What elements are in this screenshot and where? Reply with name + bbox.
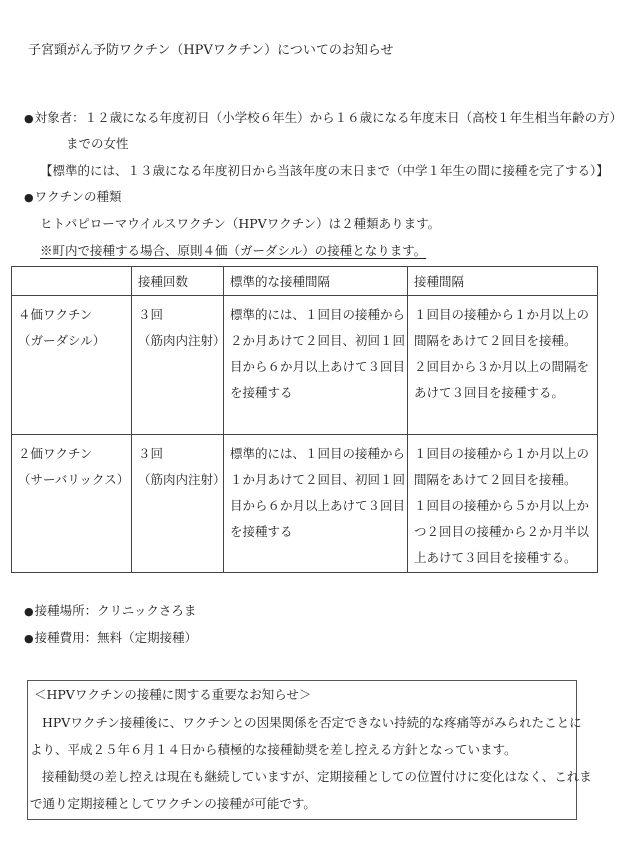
target-standard: 【標準的には、１３歳になる年度初日から当該年度の末日まで（中学１年生の間に接種を完了する）】 [40, 163, 609, 178]
table-header-blank [12, 267, 132, 296]
dose-count-cell [132, 296, 224, 435]
vaccine-name: ４価ワクチン [18, 307, 93, 322]
vaccine-name-cell [12, 296, 132, 435]
standard-interval-line: を接種する [230, 524, 293, 539]
standard-interval-line: 目から６か月以上あけて３回目 [230, 498, 406, 513]
vaccine-types-text: ヒトパピローマウイルスワクチン（HPVワクチン）は２種類あります。 [40, 216, 441, 231]
vaccine-types-note: ※町内で接種する場合、原則４価（ガーダシル）の接種となります。 [40, 243, 427, 258]
target-text: １２歳になる年度初日（小学校６年生）から１６歳になる年度末日（高校１年生相当年齢の方） [84, 110, 623, 125]
bullet-icon: ● [24, 191, 34, 204]
injection-type: （筋肉内注射） [138, 333, 226, 348]
notice-heading: ＜HPVワクチンの接種に関する重要なお知らせ＞ [34, 687, 312, 702]
interval-line: つ２回目の接種から２か月半以 [414, 524, 590, 539]
cost-label: 接種費用： [34, 630, 98, 645]
interval-cell [408, 435, 598, 573]
interval-line: 上あけて３回目を接種する。 [414, 550, 577, 565]
standard-interval-line: １か月あけて２回目、初回１回 [230, 472, 406, 487]
interval-line: 間隔をあけて２回目を接種。 [414, 333, 577, 348]
vaccine-types-heading [24, 187, 122, 205]
target-text-cont: までの女性 [66, 136, 129, 151]
interval-line: １回目の接種から５か月以上か [414, 498, 590, 513]
notice-paragraph-line: 接種勧奨の差し控えは現在も継続していますが、定期接種としての位置付けに変化はなく、これま [42, 769, 592, 784]
standard-interval-cell [224, 435, 408, 573]
standard-interval-line: ２か月あけて２回目、初回１回 [230, 333, 406, 348]
vaccine-name: ２価ワクチン [18, 446, 93, 461]
bullet-icon: ● [24, 605, 34, 618]
dose-count: ３回 [138, 307, 164, 322]
bullet-icon: ● [24, 112, 34, 125]
interval-line: １回目の接種から１か月以上の [414, 307, 590, 322]
dose-count-cell [132, 435, 224, 573]
target-line [24, 108, 622, 126]
standard-interval-cell [224, 296, 408, 435]
place-value: クリニックさろま [97, 603, 197, 618]
vaccine-types-label: ワクチンの種類 [34, 189, 122, 204]
cost-value: 無料（定期接種） [97, 630, 198, 645]
interval-line: １回目の接種から１か月以上の [414, 446, 590, 461]
table-header-count: 接種回数 [132, 267, 224, 296]
vaccine-brand: （サーバリックス） [18, 472, 130, 487]
important-notice-box [27, 680, 592, 820]
standard-interval-line: 標準的には、１回目の接種から [230, 446, 406, 461]
vaccine-brand: （ガーダシル） [18, 333, 106, 348]
place-line [24, 601, 196, 619]
table-header-standard: 標準的な接種間隔 [224, 267, 408, 296]
vaccine-table [11, 266, 598, 573]
table-row [12, 296, 598, 435]
interval-line: ２回目から３か月以上の間隔を [414, 359, 590, 374]
notice-paragraph-line: HPVワクチン接種後に、ワクチンとの因果関係を否定できない持続的な疼痛等がみられたことに [42, 715, 582, 730]
interval-line: あけて３回目を接種する。 [414, 385, 565, 400]
place-label: 接種場所： [34, 603, 98, 618]
injection-type: （筋肉内注射） [138, 472, 226, 487]
notice-paragraph-line: で通り定期接種としてワクチンの接種が可能です。 [30, 796, 316, 811]
standard-interval-line: を接種する [230, 385, 293, 400]
standard-interval-line: 目から６か月以上あけて３回目 [230, 359, 406, 374]
page-title: 子宮頸がん予防ワクチン（HPVワクチン）についてのお知らせ [28, 43, 394, 58]
cost-line [24, 628, 197, 646]
interval-line: 間隔をあけて２回目を接種。 [414, 472, 577, 487]
vaccine-name-cell [12, 435, 132, 573]
interval-cell [408, 296, 598, 435]
table-header-row [12, 267, 598, 296]
bullet-icon: ● [24, 632, 34, 645]
table-header-interval: 接種間隔 [408, 267, 598, 296]
table-row [12, 435, 598, 573]
standard-interval-line: 標準的には、１回目の接種から [230, 307, 406, 322]
notice-paragraph-line: より、平成２５年６月１４日から積極的な接種勧奨を差し控える方針となっています。 [30, 742, 517, 757]
target-label: 対象者： [34, 110, 85, 125]
dose-count: ３回 [138, 446, 164, 461]
